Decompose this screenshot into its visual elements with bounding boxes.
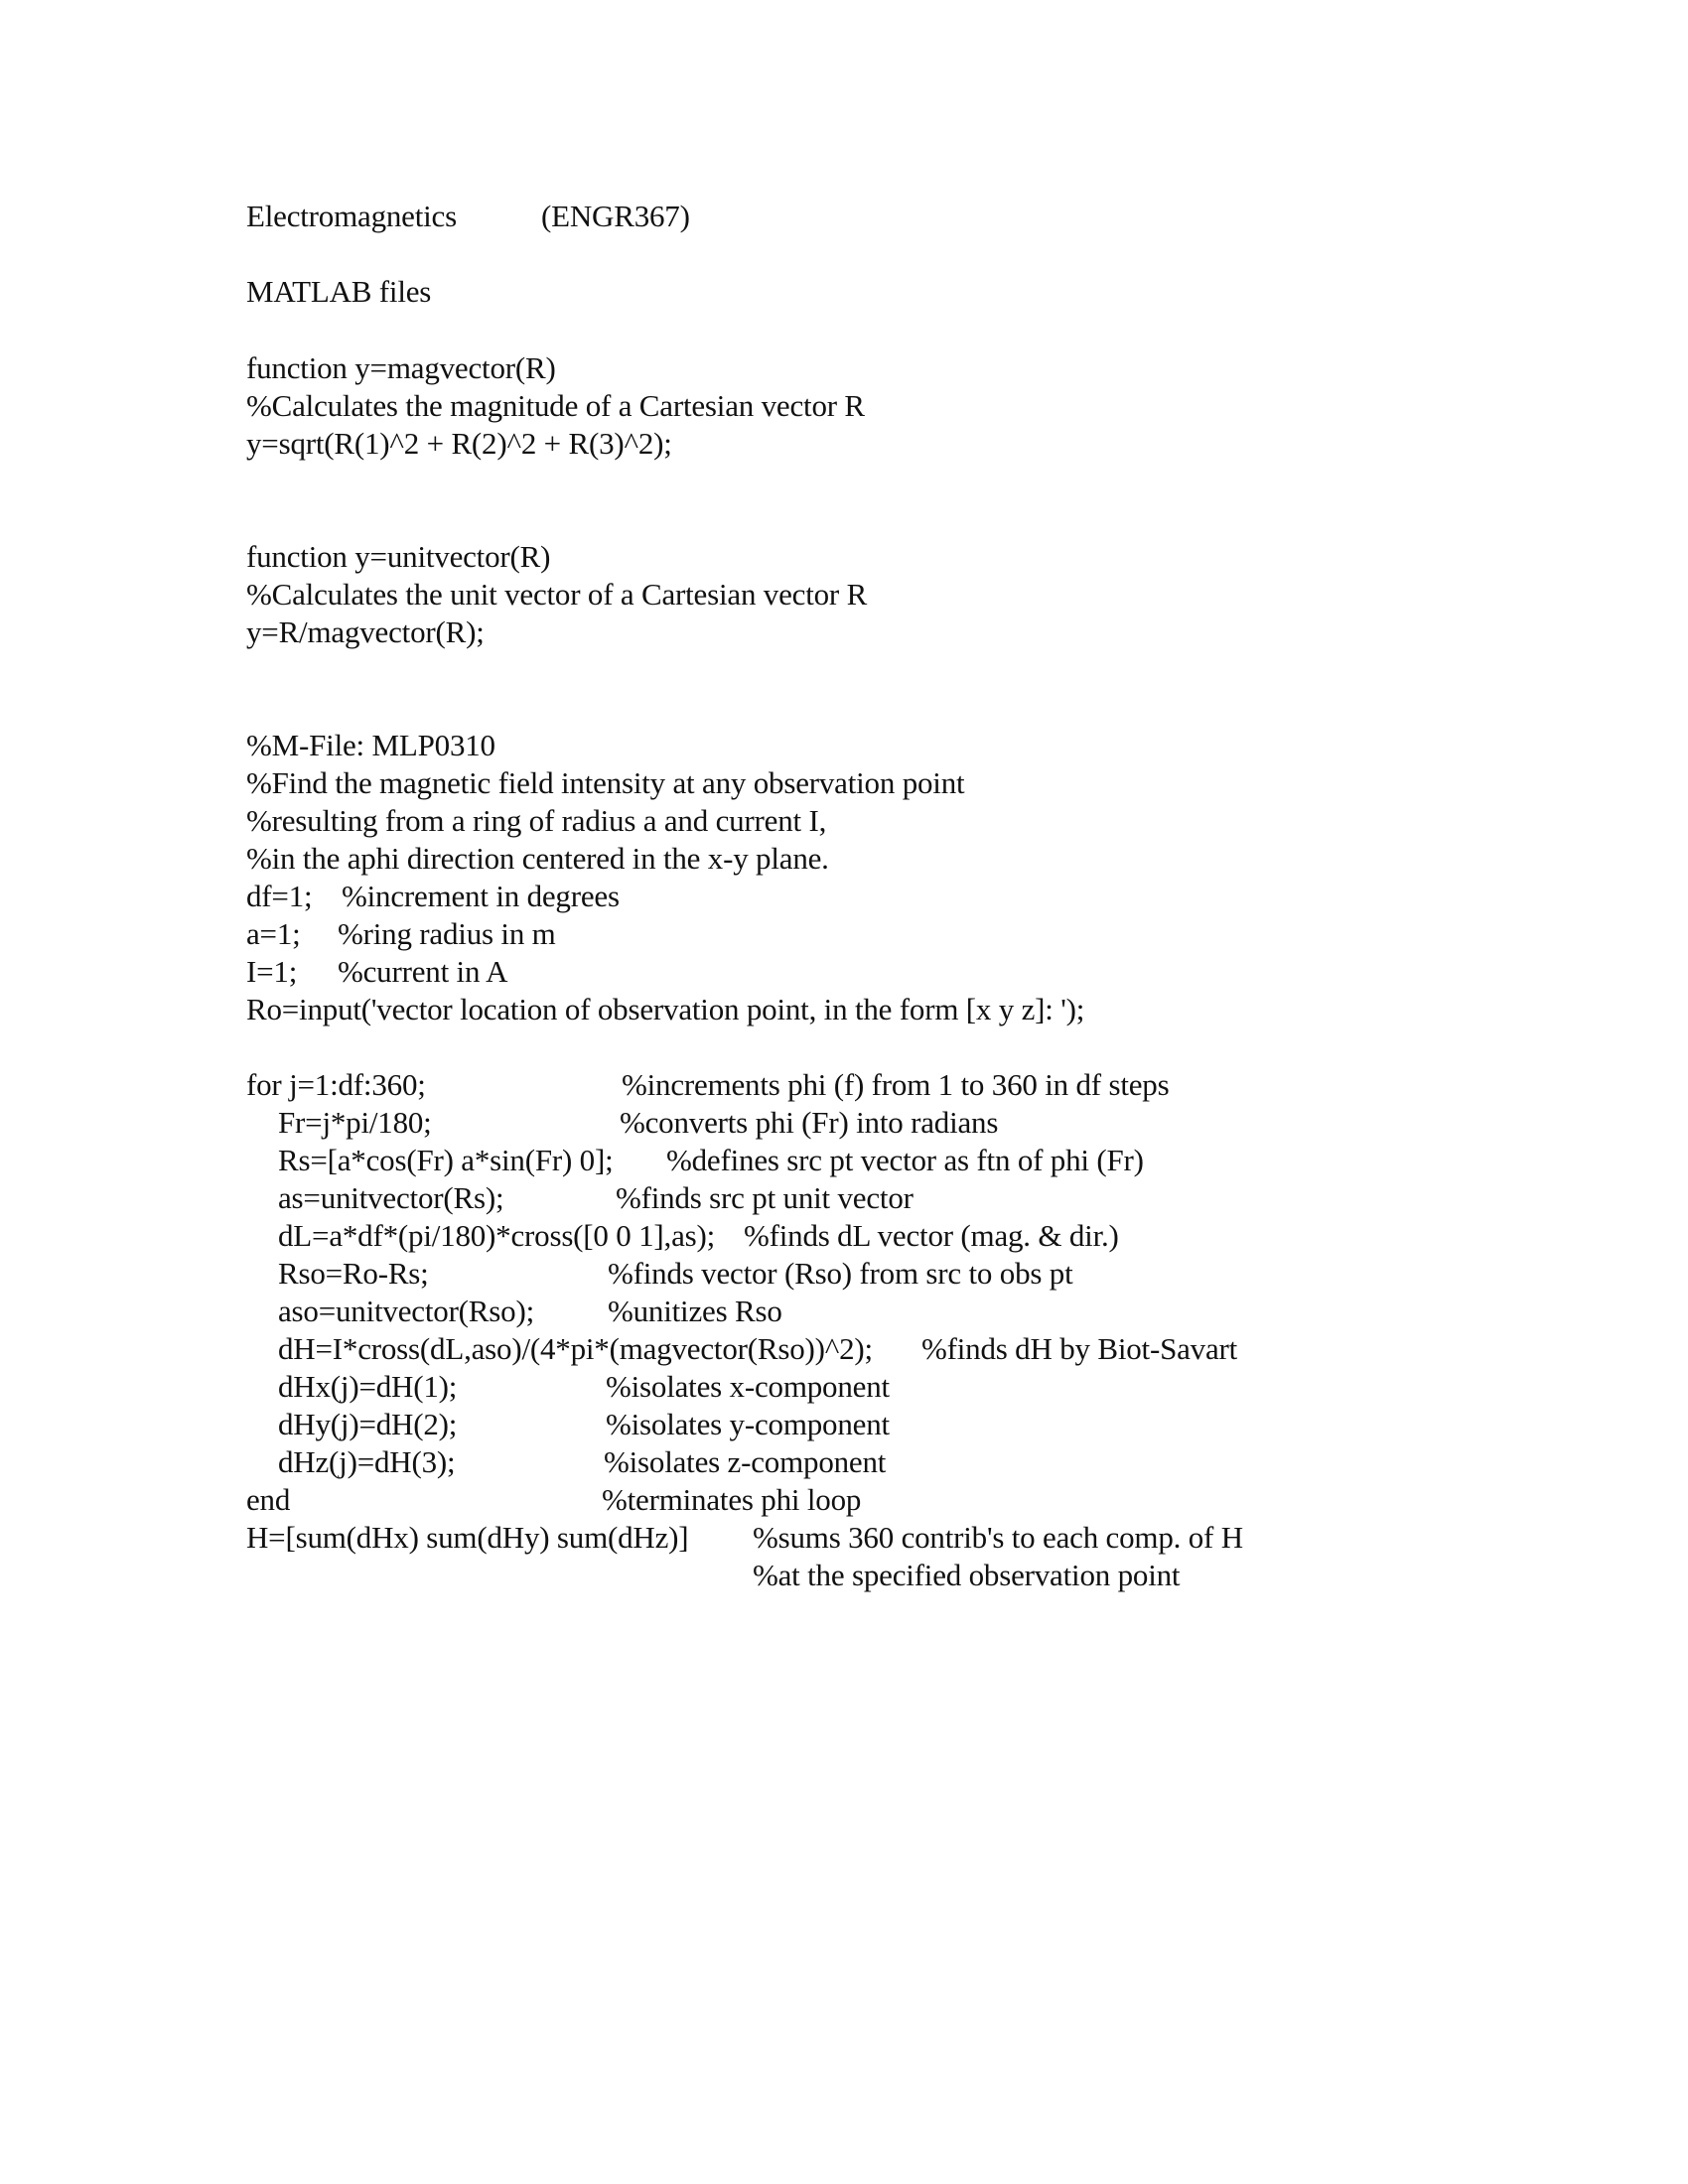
code-text: dHz(j)=dH(3); — [278, 1444, 456, 1479]
code-comment: %isolates z-component — [604, 1444, 887, 1479]
code-comment: %sums 360 contrib's to each comp. of H — [753, 1520, 1243, 1555]
code-text: dL=a*df*(pi/180)*cross([0 0 1],as); — [278, 1218, 716, 1253]
code-comment-line: %resulting from a ring of radius a and current I, — [246, 803, 827, 838]
code-text: aso=unitvector(Rso); — [278, 1294, 534, 1328]
code-comment: %finds dL vector (mag. & dir.) — [744, 1218, 1119, 1253]
code-line: y=R/magvector(R); — [246, 614, 485, 649]
code-text: for j=1:df:360; — [246, 1067, 426, 1102]
code-comment: %finds dH by Biot-Savart — [921, 1331, 1238, 1366]
code-text: as=unitvector(Rs); — [278, 1180, 504, 1215]
code-comment: %increments phi (f) from 1 to 360 in df steps — [622, 1067, 1170, 1102]
code-comment: %ring radius in m — [338, 916, 556, 951]
code-comment-line: %in the aphi direction centered in the x-y plane. — [246, 841, 829, 876]
input-line: Ro=input('vector location of observation point, in the form [x y z]: '); — [246, 992, 1085, 1026]
code-line: function y=magvector(R) — [246, 350, 556, 385]
code-comment: %finds vector (Rso) from src to obs pt — [608, 1256, 1073, 1291]
code-comment-line: %Find the magnetic field intensity at any observation point — [246, 765, 965, 800]
code-text: I=1; — [246, 954, 298, 989]
code-comment-line: %Calculates the unit vector of a Cartesian vector R — [246, 577, 868, 612]
code-text: dH=I*cross(dL,aso)/(4*pi*(magvector(Rso))^2); — [278, 1331, 873, 1366]
code-comment: %defines src pt vector as ftn of phi (Fr) — [666, 1143, 1144, 1177]
course-name: Electromagnetics — [246, 199, 457, 233]
code-comment: %unitizes Rso — [608, 1294, 782, 1328]
code-comment: %increment in degrees — [342, 879, 620, 913]
code-text: Fr=j*pi/180; — [278, 1105, 432, 1140]
code-comment: %at the specified observation point — [753, 1558, 1181, 1592]
course-code: (ENGR367) — [541, 199, 690, 233]
code-text: a=1; — [246, 916, 301, 951]
code-comment-line: %Calculates the magnitude of a Cartesian vector R — [246, 388, 865, 423]
code-line: function y=unitvector(R) — [246, 539, 551, 574]
code-text: H=[sum(dHx) sum(dHy) sum(dHz)] — [246, 1520, 689, 1555]
code-comment-line: %M-File: MLP0310 — [246, 728, 495, 762]
code-text: dHx(j)=dH(1); — [278, 1369, 458, 1404]
code-comment: %terminates phi loop — [602, 1482, 862, 1517]
code-line: y=sqrt(R(1)^2 + R(2)^2 + R(3)^2); — [246, 426, 672, 461]
code-text: Rs=[a*cos(Fr) a*sin(Fr) 0]; — [278, 1143, 614, 1177]
code-comment: %isolates y-component — [606, 1407, 890, 1441]
code-comment: %converts phi (Fr) into radians — [620, 1105, 999, 1140]
loop-line — [246, 1558, 1181, 1701]
code-text: end — [246, 1482, 291, 1517]
code-comment: %current in A — [338, 954, 508, 989]
code-comment: %finds src pt unit vector — [616, 1180, 914, 1215]
code-text: dHy(j)=dH(2); — [278, 1407, 458, 1441]
code-comment: %isolates x-component — [606, 1369, 890, 1404]
code-text: Rso=Ro-Rs; — [278, 1256, 429, 1291]
document-subtitle: MATLAB files — [246, 274, 432, 309]
code-text: df=1; — [246, 879, 313, 913]
